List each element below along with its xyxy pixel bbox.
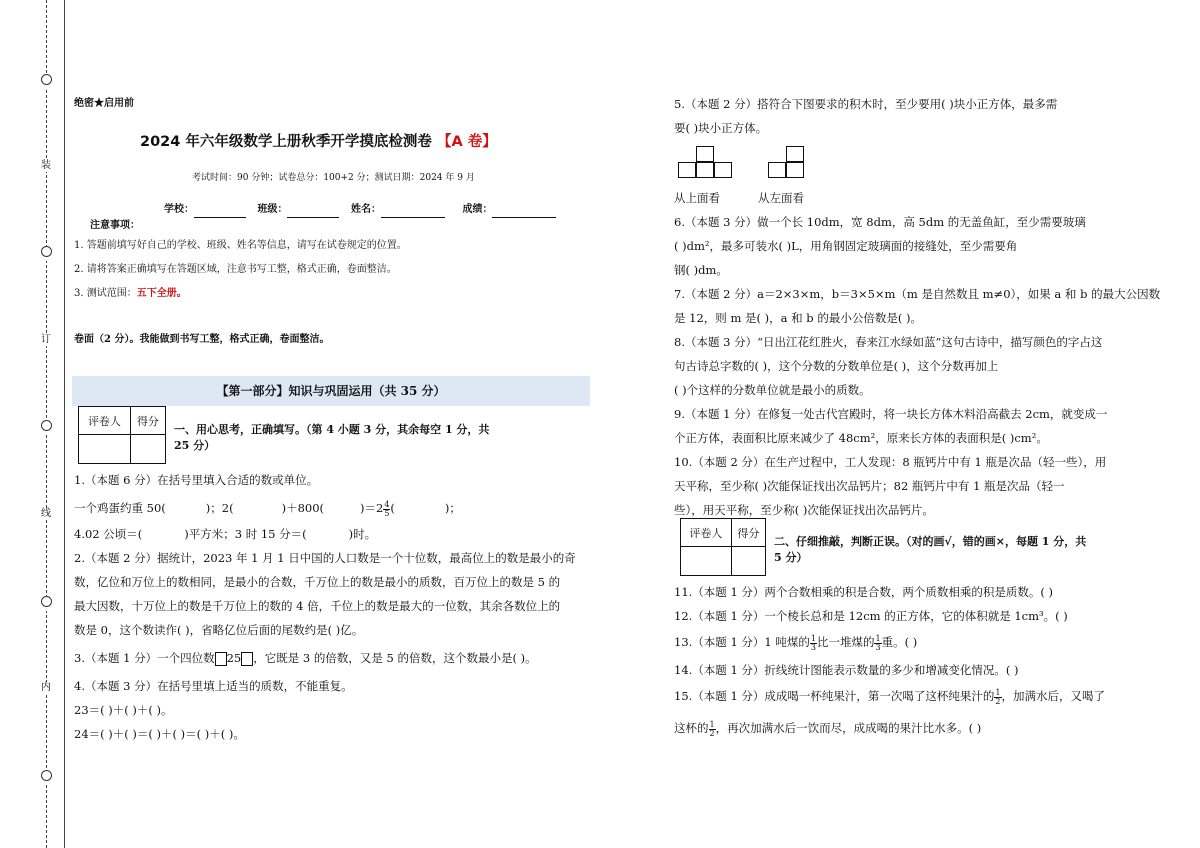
- gutter-circle-icon: [39, 770, 53, 785]
- notes-heading: 注意事项：: [90, 220, 140, 231]
- grade-field[interactable]: [492, 205, 556, 218]
- q10-line: 些），用天平称，至少称( )次能保证找出次品钙片。: [674, 503, 934, 517]
- gutter-circle-icon: [39, 420, 53, 435]
- exam-info: 考试时间：90 分钟；试卷总分：100+2 分；测试日期：2024 年 9 月: [192, 173, 475, 183]
- digit-box[interactable]: [241, 652, 253, 666]
- score-box: [78, 406, 166, 464]
- fraction-denominator: 2: [995, 696, 1001, 706]
- text: )；: [444, 501, 461, 515]
- fraction-numerator: 4: [384, 499, 390, 509]
- top-view-figure: [678, 146, 738, 180]
- q8-line: 8.（本题 3 分）“日出江花红胜火，春来江水绿如蓝”这句古诗中，描写颜色的字占这: [674, 335, 1103, 349]
- text: 15.（本题 1 分）成成喝一杯纯果汁，第一次喝了这杯纯果汁的: [674, 689, 995, 703]
- score-label: 得分: [731, 519, 765, 547]
- text: 重。( ): [881, 635, 918, 649]
- q5-line: 5.（本题 2 分）搭符合下图要求的积木时，至少要用( )块小正方体，最多需: [674, 97, 1058, 111]
- q7-line: 7.（本题 2 分）a＝2×3×m，b＝3×5×m（m 是自然数且 m≠0），如果 a 和 b 的最大公因数: [674, 287, 1161, 301]
- neatness-note: 卷面（2 分）。我能做到书写工整，格式正确，卷面整洁。: [74, 334, 330, 345]
- text: 这杯的: [674, 721, 709, 735]
- reviewer-cell[interactable]: [79, 435, 131, 464]
- note-item: 2. 请将答案正确填写在答题区域，注意书写工整，格式正确，卷面整洁。: [74, 264, 397, 275]
- q6-line: 钢( )dm。: [674, 263, 728, 277]
- gutter-circle-icon: [39, 246, 53, 261]
- fraction-denominator: 2: [709, 728, 715, 738]
- q8-line: ( )个这样的分数单位就是最小的质数。: [674, 383, 871, 397]
- class-field[interactable]: [287, 205, 339, 218]
- text: 3.（本题 1 分）一个四位数: [74, 651, 215, 665]
- q15-line-cont: [674, 720, 981, 738]
- fraction: [874, 635, 881, 652]
- q13-line: [674, 634, 917, 652]
- reviewer-cell[interactable]: [681, 547, 732, 576]
- q2-line: 数，亿位和万位上的数相同，是最小的合数，千万位上的数是最小的质数，百万位上的数是 5 的: [74, 575, 561, 589]
- text: )平方米；3 时 15 分＝(: [184, 527, 307, 541]
- fraction-denominator: 3: [875, 642, 881, 652]
- part1-banner: 【第一部分】知识与巩固运用（共 35 分）: [72, 376, 590, 406]
- q3-line: [74, 650, 537, 666]
- school-field[interactable]: [194, 205, 246, 218]
- q11-line: 11.（本题 1 分）两个合数相乘的积是合数，两个质数相乘的积是质数。( ): [674, 585, 1054, 599]
- text: 13.（本题 1 分）1 吨煤的: [674, 635, 810, 649]
- gutter-circle-icon: [39, 74, 53, 89]
- q2-line: 2.（本题 2 分）据统计，2023 年 1 月 1 日中国的人口数是一个十位数，最高位上的数是最小的奇: [74, 551, 576, 565]
- school-label: 学校：: [164, 204, 194, 215]
- section2-heading-cont: 5 分）: [774, 551, 808, 564]
- grade-label: 成绩：: [462, 204, 493, 215]
- section1-heading: 一、用心思考，正确填写。（第 4 小题 3 分，其余每空 1 分，共: [174, 423, 490, 436]
- gutter-label: 订: [41, 334, 51, 345]
- view-label: 从左面看: [758, 191, 804, 205]
- text: 4.02 公顷＝(: [74, 527, 143, 541]
- q8-line: 句古诗总字数的( )，这个分数的分数单位是( )，这个分数再加上: [674, 359, 999, 373]
- gutter-label: 内: [41, 682, 51, 693]
- binding-solid-line: [64, 0, 65, 848]
- fraction: [709, 721, 716, 738]
- q7-line: 是 12，则 m 是( )，a 和 b 的最小公倍数是( )。: [674, 311, 922, 325]
- digit-box[interactable]: [215, 652, 227, 666]
- gutter-circle-icon: [39, 596, 53, 611]
- title-text: 2024 年六年级数学上册秋季开学摸底检测卷: [140, 134, 432, 150]
- reviewer-label: 评卷人: [79, 407, 131, 435]
- title-tag: 【A 卷】: [436, 134, 497, 150]
- score-label: 得分: [130, 407, 165, 435]
- q4-line: 23＝( )＋( )＋( )。: [74, 703, 173, 717]
- left-view-figure: [768, 146, 808, 180]
- q14-line: 14.（本题 1 分）折线统计图能表示数量的多少和增减变化情况。( ): [674, 663, 1019, 677]
- note-range-label: 3. 测试范围：: [74, 288, 137, 299]
- score-cell[interactable]: [731, 547, 765, 576]
- q1-line1: [74, 500, 461, 518]
- text: ，再次加满水后一饮而尽，成成喝的果汁比水多。( ): [715, 721, 982, 735]
- score-cell[interactable]: [130, 435, 165, 464]
- page-title: [140, 134, 497, 150]
- score-box: [680, 518, 766, 576]
- fraction-denominator: 3: [810, 642, 816, 652]
- binding-gutter: [30, 0, 66, 848]
- text: )时。: [348, 527, 377, 541]
- q5-line: 要( )块小正方体。: [674, 121, 768, 135]
- fraction-numerator: 1: [709, 719, 715, 729]
- class-label: 班级：: [257, 204, 288, 215]
- text: 25: [226, 651, 242, 665]
- text: ，加满水后，又喝了: [1001, 689, 1106, 703]
- note-item: [74, 286, 187, 302]
- fraction-numerator: 1: [810, 633, 816, 643]
- q1-stem: 1.（本题 6 分）在括号里填入合适的数或单位。: [74, 473, 319, 487]
- text: 比一堆煤的: [816, 635, 875, 649]
- fraction-numerator: 1: [875, 633, 881, 643]
- q4-stem: 4.（本题 3 分）在括号里填上适当的质数，不能重复。: [74, 679, 353, 693]
- name-label: 姓名：: [350, 204, 381, 215]
- q1-line2: [74, 526, 376, 542]
- text: )；2(: [205, 501, 234, 515]
- secret-label: 绝密★启用前: [74, 98, 134, 109]
- section2-heading: 二、仔细推敲，判断正误。（对的画√，错的画×，每题 1 分，共: [774, 535, 1087, 548]
- reviewer-label: 评卷人: [681, 519, 732, 547]
- name-field[interactable]: [381, 205, 445, 218]
- q2-line: 数是 0，这个数读作( )，省略亿位后面的尾数约是( )亿。: [74, 623, 364, 637]
- fraction-denominator: 5: [384, 508, 390, 518]
- q2-line: 最大因数，十万位上的数是千万位上的数的 4 倍，千位上的数是最大的一位数，其余各数位上的: [74, 599, 561, 613]
- q10-line: 天平称，至少称( )次能保证找出次品钙片；82 瓶钙片中有 1 瓶是次品（轻一: [674, 479, 1065, 493]
- text: )＝2: [360, 501, 384, 515]
- q15-line: [674, 688, 1105, 706]
- student-fields: [164, 202, 556, 218]
- text: (: [390, 501, 395, 515]
- q9-line: 9.（本题 1 分）在修复一处古代宫殿时，将一块长方体木料沿高截去 2cm，就变成一: [674, 407, 1108, 421]
- gutter-label: 线: [41, 508, 51, 519]
- gutter-label: 装: [41, 160, 51, 171]
- note-range-value: 五下全册。: [136, 288, 187, 299]
- section1-heading-cont: 25 分）: [174, 439, 216, 452]
- q10-line: 10.（本题 2 分）在生产过程中，工人发现：8 瓶钙片中有 1 瓶是次品（轻一些），用: [674, 455, 1107, 469]
- fraction: [810, 635, 817, 652]
- text: 一个鸡蛋约重 50(: [74, 501, 166, 515]
- q6-line: 6.（本题 3 分）做一个长 10dm，宽 8dm，高 5dm 的无盖鱼缸，至少需要玻璃: [674, 215, 1086, 229]
- q12-line: 12.（本题 1 分）一个棱长总和是 12cm 的正方体，它的体积就是 1cm³。( ): [674, 609, 1068, 623]
- view-label: 从上面看: [674, 191, 720, 205]
- fraction-numerator: 1: [995, 687, 1001, 697]
- note-item: 1. 答题前填写好自己的学校、班级、姓名等信息，请写在试卷规定的位置。: [74, 240, 407, 251]
- text: ，它既是 3 的倍数，又是 5 的倍数，这个数最小是( )。: [253, 651, 537, 665]
- fraction: [994, 689, 1001, 706]
- q9-line: 个正方体，表面积比原来减少了 48cm²，原来长方体的表面积是( )cm²。: [674, 431, 1048, 445]
- q6-line: ( )dm²，最多可装水( )L，用角钢固定玻璃面的接缝处，至少需要角: [674, 239, 1018, 253]
- q4-line: 24＝( )＋( )＝( )＋( )＝( )＋( )。: [74, 727, 245, 741]
- text: )＋800(: [281, 501, 325, 515]
